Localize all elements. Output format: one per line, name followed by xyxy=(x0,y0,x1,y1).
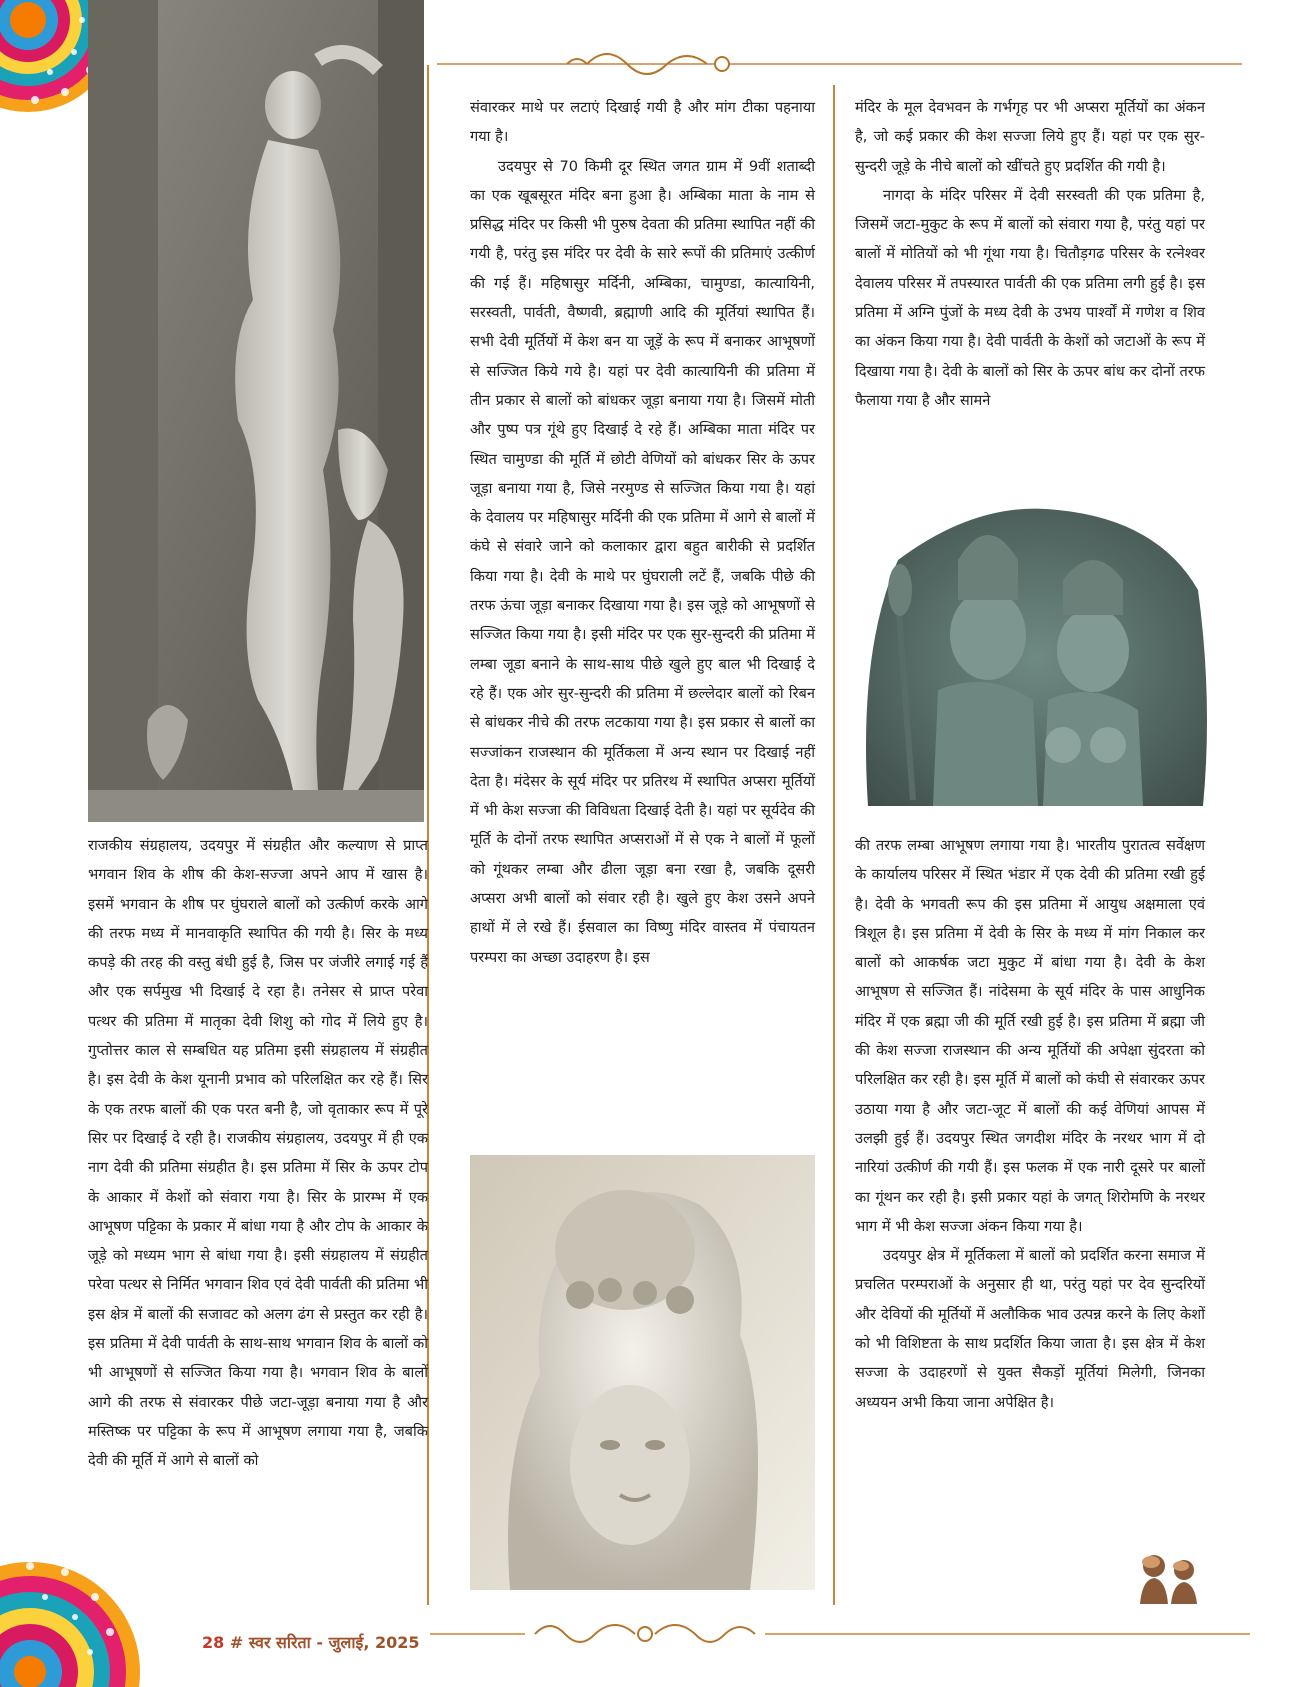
right-column-bottom-text xyxy=(855,831,1205,1417)
right-column-top-text xyxy=(855,93,1205,415)
right-paragraph-4: उदयपुर क्षेत्र में मूर्तिकला में बालों को प्रदर्शित करना समाज में प्रचलित परम्पराओं के अनुसार ही था, परंतु यहां पर देव सुन्दरियों और देवियों की मूर्तियों में अलौकिक भाव उत्पन्न करने के लिए केशों को भी विशिष्टता के साथ प्रदर्शित किया जाता है। इस क्षेत्र में केश सज्जा के उदाहरणों से युक्त सैकड़ों मूर्तियां मिलेगी, जिनका अध्ययन अभी किया जाना अपेक्षित है। xyxy=(855,1247,1205,1411)
center-paragraph-2: उदयपुर से 70 किमी दूर स्थित जगत ग्राम में 9वीं शताब्दी का एक खूबसूरत मंदिर बना हुआ है। अम्बिका माता के नाम से प्रसिद्ध मंदिर पर किसी भी पुरुष देवता की प्रतिमा स्थापित नहीं की गयी है, परंतु इस मंदिर पर देवी के सारे रूपों की प्रतिमाएं उत्कीर्ण की गई हैं। महिषासुर मर्दिनी, अम्बिका, चामुण्डा, कात्यायिनी, सरस्वती, पार्वती, वैष्णवी, ब्रह्माणी आदि की मूर्तियां स्थापित हैं। सभी देवी मूर्तियों में केश बन या जूड़ें के रूप में बनाकर आभूषणों से सज्जित किये गये है। यहां पर देवी कात्यायिनी की प्रतिमा में तीन प्रकार से बालों को बांधकर जूड़ा बनाया गया है। जिसमें मोती और पुष्प पत्र गूंथे हुए दिखाई दे रहे हैं। अम्बिका माता मंदिर पर स्थित चामुण्डा की मूर्ति में छोटी वेणियों को बांधकर सिर के ऊपर जूड़ा बनाया गया है, जिसे नरमुण्ड से सज्जित किया गया है। यहां के देवालय पर महिषासुर मर्दिनी की एक प्रतिमा में आगे से बालों में कंघे से संवारे जाने को कलाकार द्वारा बहुत बारीकी से प्रदर्शित किया गया है। देवी के माथे पर घुंघराली लटें हैं, जबकि पीछे की तरफ ऊंचा जूड़ा बनाकर दिखाया गया है। इस जूड़े को आभूषणों से सज्जित किया गया है। इसी मंदिर पर एक सुर-सुन्दरी की प्रतिमा में लम्बा जूडा बनाने के साथ-साथ पीछे खुले हुए बाल भी दिखाई दे रहे हैं। एक ओर सुर-सुन्दरी की प्रतिमा में छल्लेदार बालों को रिबन से बांधकर नीचे की तरफ लटकाया गया है। इस प्रकार से बालों का सज्जांकन राजस्थान की मूर्तिकला में अन्य स्थान पर दिखाई नहीं देता है। मंदेसर के सूर्य मंदिर पर प्रतिरथ में स्थापित अप्सरा मूर्तियों में भी केश सज्जा की विविधता दिखाई देती है। यहां पर सूर्यदेव की मूर्ति के दोनों तरफ स्थापित अप्सराओं में से एक ने बालों में फूलों को गूंथकर लम्बा और ढीला जूड़ा बना रखा है, जबकि दूसरी अप्सरा अभी बालों को संवार रही है। खुले हुए केश उसने अपने हाथों में ले रखे हैं। ईसवाल का विष्णु मंदिर वास्तव में पंचायतन परम्परा का अच्छा उदाहरण है। इस xyxy=(470,157,815,966)
footer-page-label xyxy=(202,1631,420,1653)
left-column-text xyxy=(88,831,428,1476)
page-number: 28 xyxy=(202,1633,225,1652)
top-flourish-ornament xyxy=(437,40,1242,80)
center-column-text xyxy=(470,93,815,972)
two-busts-icon xyxy=(1136,1548,1206,1604)
center-statue-image xyxy=(470,1155,815,1590)
magazine-name: # स्वर सरिता - जुलाई, 2025 xyxy=(229,1633,420,1652)
right-statue-image xyxy=(858,500,1208,806)
right-paragraph-3: की तरफ लम्बा आभूषण लगाया गया है। भारतीय पुरातत्व सर्वेक्षण के कार्यालय परिसर में स्थित भंडार में एक देवी की प्रतिमा रखी हुई है। देवी के भगवती रूप की इस प्रतिमा में आयुध अक्षमाला एवं त्रिशूल है। इस प्रतिमा में देवी के सिर के मध्य में मांग निकाल कर बालों को आकर्षक जटा मुकुट में बांधा गया है। देवी के केश आभूषण से सज्जित हैं। नांदेसमा के सूर्य मंदिर के पास आधुनिक मंदिर में एक ब्रह्मा जी की मूर्ति रखी हुई है। इस प्रतिमा में ब्रह्मा जी की केश सज्जा राजस्थान की अन्य मूर्तियों की अपेक्षा सुंदरता को परिलक्षित कर रही है। इस मूर्ति में बालों को कंघी से संवारकर ऊपर उठाया गया है और जटा-जूट में बालों की कई वेणियां आपस में उलझी हुई हैं। उदयपुर स्थित जगदीश मंदिर के नरथर भाग में दो नारियां उत्कीर्ण की गयी हैं। इस फलक में एक नारी दूसरे पर बालों का गूंथन कर रही है। इसी प्रकार यहां के जगत् शिरोमणि के नरथर भाग में भी केश सज्जा अंकन किया गया है। xyxy=(855,837,1205,1235)
right-paragraph-2: नागदा के मंदिर परिसर में देवी सरस्वती की एक प्रतिमा है, जिसमें जटा-मुकुट के रूप में बालों को संवारा गया है, परंतु यहां पर बालों में मोतियों को भी गूंथा गया है। चितौड़गढ परिसर के रत्नेश्वर देवालय परिसर में तपस्यारत पार्वती की एक प्रतिमा लगी हुई है। इस प्रतिमा में अग्नि पुंजों के मध्य देवी के उभय पार्श्वों में गणेश व शिव का अंकन किया गया है। देवी पार्वती के केशों को जटाओं के रूप में दिखाया गया है। देवी के बालों को सिर के ऊपर बांध कर दोनों तरफ फैलाया गया है और सामने xyxy=(855,186,1205,409)
column-rule-right xyxy=(833,85,835,1605)
left-statue-image xyxy=(88,0,424,822)
center-paragraph-1: संवारकर माथे पर लटाएं दिखाई गयी है और मांग टीका पहनाया गया है। xyxy=(470,99,815,146)
bottom-left-mandala-ornament xyxy=(0,1522,150,1687)
bottom-flourish-ornament xyxy=(430,1612,1250,1656)
left-paragraph-1: राजकीय संग्रहालय, उदयपुर में संग्रहीत और कल्याण से प्राप्त भगवान शिव के शीष की केश-सज्जा अपने आप में खास है। इसमें भगवान के शीष पर घुंघराले बालों को उत्कीर्ण करके आगे की तरफ मध्य में मानवाकृति स्थापित की गयी है। सिर के मध्य कपड़े की तरह की वस्तु बंधी हुई है, जिस पर जंजीरे लगाई गई हैं और एक सर्पमुख भी दिखाई दे रहा है। तनेसर से प्राप्त परेवा पत्थर की प्रतिमा में मातृका देवी शिशु को गोद में लिये हुए है। गुप्तोत्तर काल से सम्बधित यह प्रतिमा इसी संग्रहालय में संग्रहीत है। इस देवी के केश यूनानी प्रभाव को परिलक्षित कर रहे हैं। सिर के एक तरफ बालों की एक परत बनी है, जो वृताकार रूप में पूरे सिर पर दिखाई दे रही है। राजकीय संग्रहालय, उदयपुर में ही एक नाग देवी की प्रतिमा संग्रहीत है। इस प्रतिमा में सिर के ऊपर टोप के आकार में केशों को संवारा गया है। सिर के प्रारम्भ में एक आभूषण पट्टिका के प्रकार में बांधा गया है और टोप के आकार के जूड़े को मध्यम भाग से बांधा गया है। इसी संग्रहालय में संग्रहीत परेवा पत्थर से निर्मित भगवान शिव एवं देवी पार्वती की प्रतिमा भी इस क्षेत्र में बालों की सजावट को अलग ढंग से प्रस्तुत कर रही है। इस प्रतिमा में देवी पार्वती के साथ-साथ भगवान शिव के बालों को भी आभूषणों से सज्जित किया गया है। भगवान शिव के बालों आगे की तरफ से संवारकर पीछे जटा-जूड़ा बनाया गया है और मस्तिष्क पर पट्टिका के रूप में आभूषण लगाया गया है, जबकि देवी की मूर्ति में आगे से बालों को xyxy=(88,837,428,1470)
right-paragraph-1: मंदिर के मूल देवभवन के गर्भगृह पर भी अप्सरा मूर्तियों का अंकन है, जो कई प्रकार की केश सज्जा लिये हुए हैं। यहां पर एक सुर-सुन्दरी जूड़े के नीचे बालों को खींचते हुए प्रदर्शित की गयी है। xyxy=(855,99,1205,175)
